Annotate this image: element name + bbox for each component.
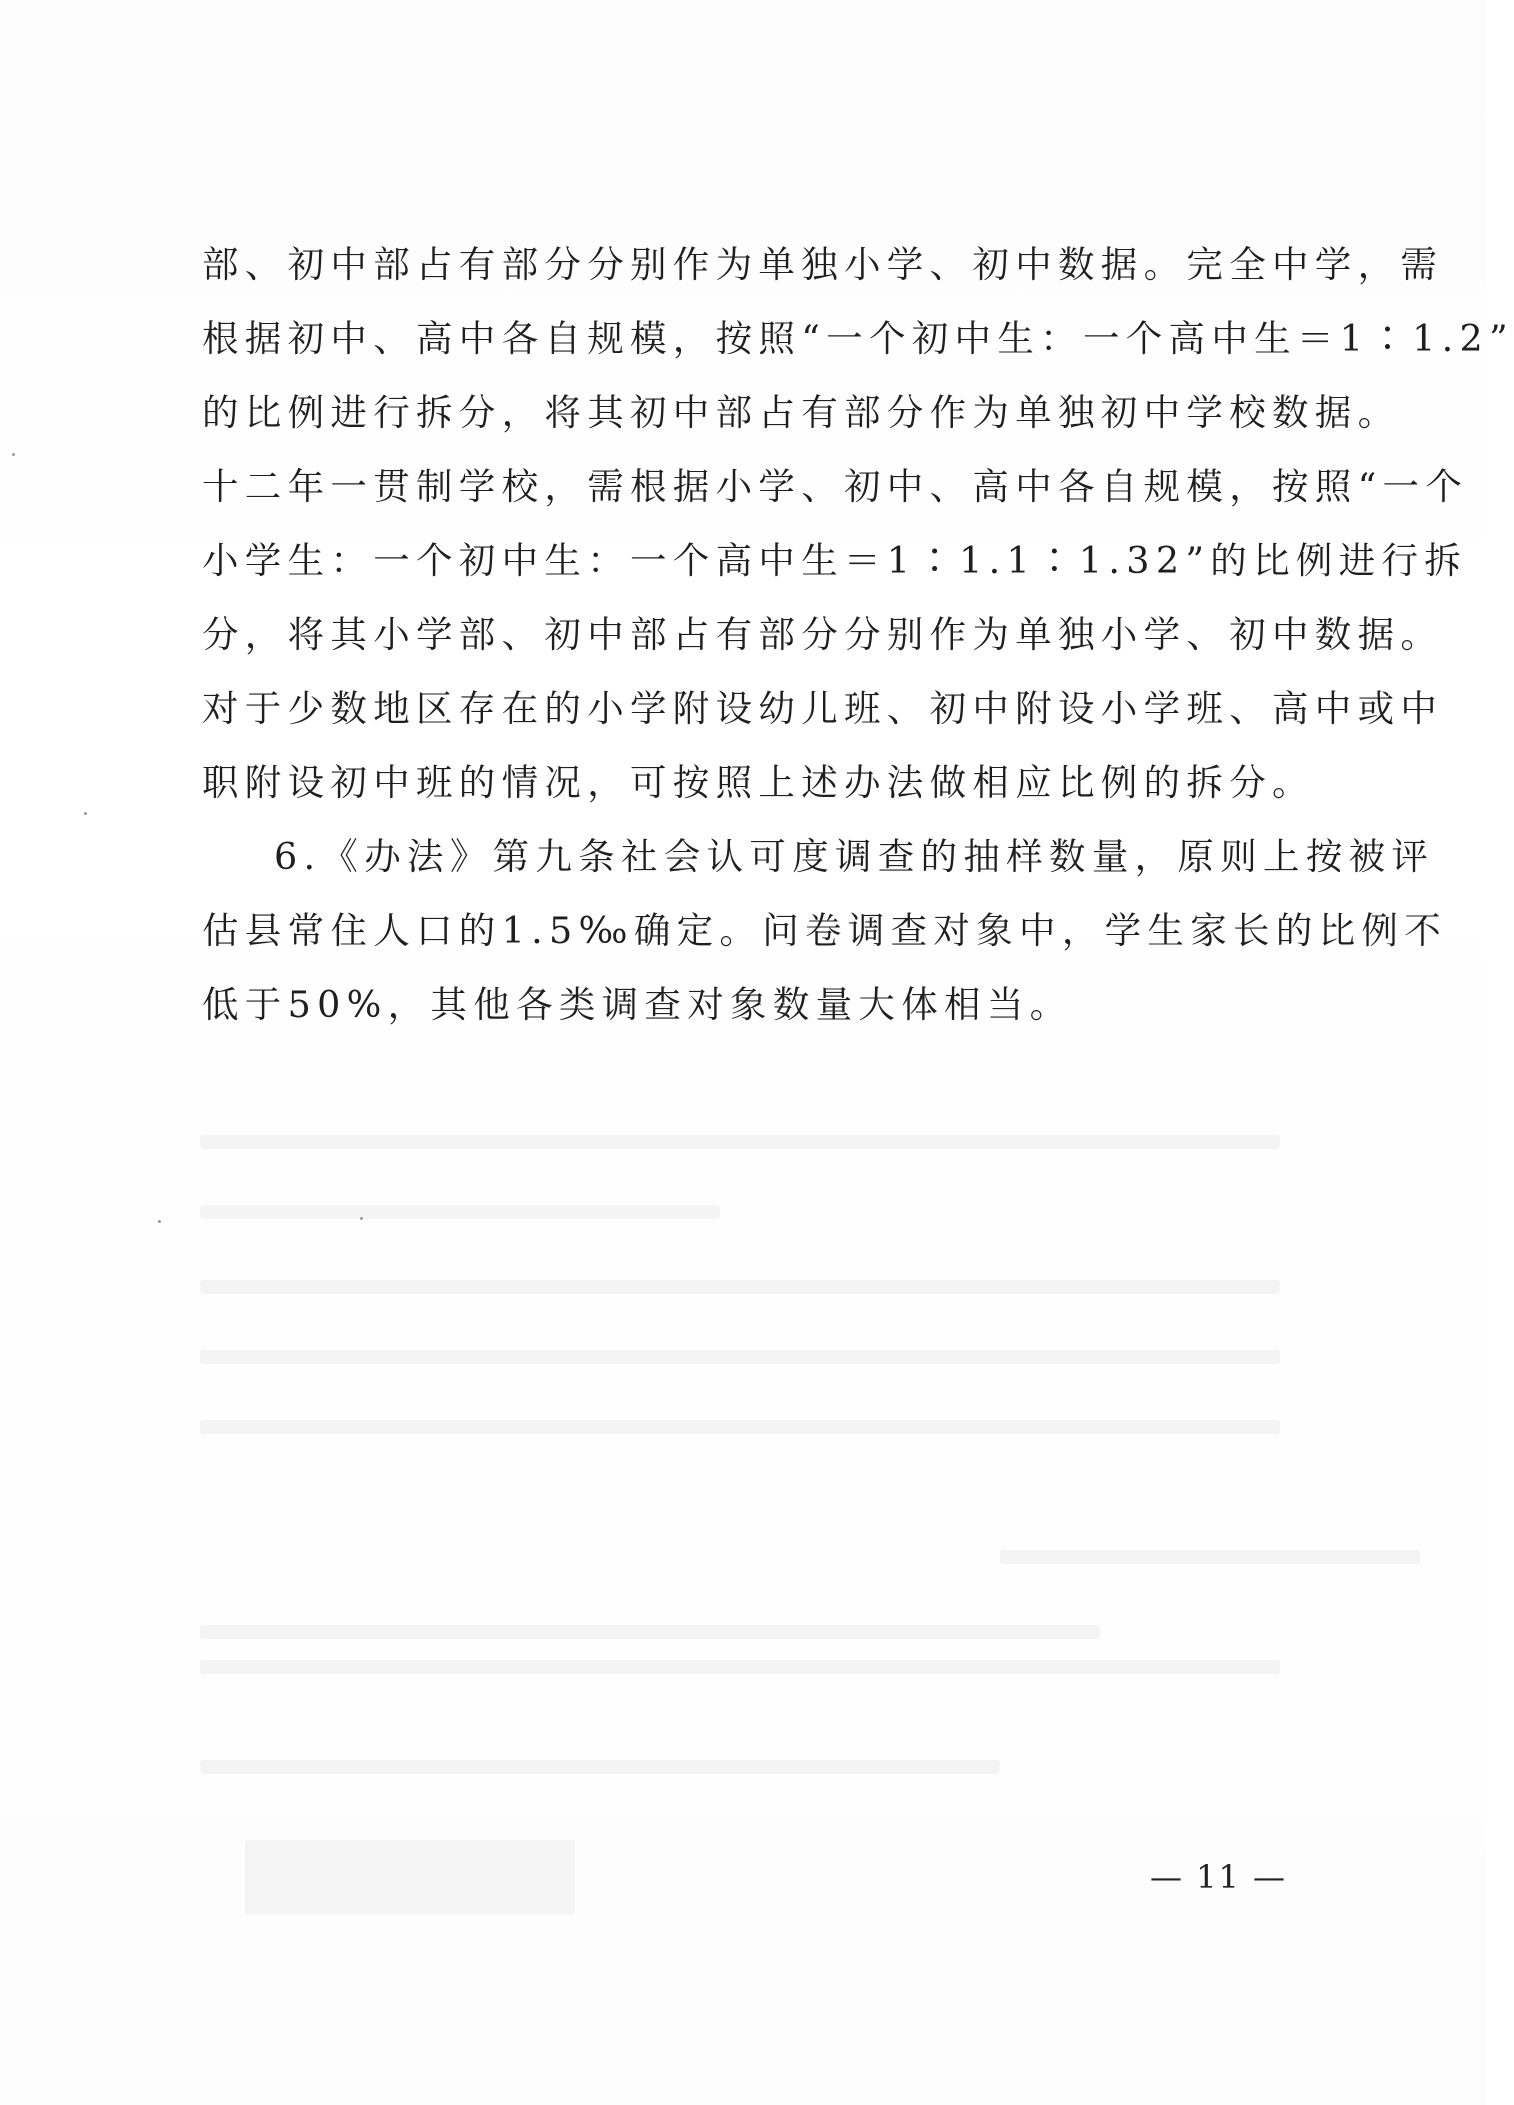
paragraph-line: 根据初中、高中各自规模，按照“一个初中生：一个高中生＝1∶1.2” — [202, 317, 1514, 360]
paragraph-line: 对于少数地区存在的小学附设幼儿班、初中附设小学班、高中或中 — [202, 687, 1444, 730]
show-through-mark — [200, 1760, 1000, 1774]
paragraph-line: 低于50%，其他各类调查对象数量大体相当。 — [202, 983, 1073, 1026]
scan-speck — [84, 812, 87, 815]
show-through-mark — [200, 1420, 1280, 1434]
page-number: — 11 — — [1149, 1858, 1287, 1896]
show-through-mark — [1000, 1550, 1420, 1564]
paragraph-line: 部、初中部占有部分分别作为单独小学、初中数据。完全中学，需 — [202, 243, 1444, 286]
paragraph-line: 6.《办法》第九条社会认可度调查的抽样数量，原则上按被评 — [274, 835, 1435, 878]
show-through-mark — [245, 1840, 575, 1915]
scan-speck — [360, 1217, 363, 1220]
paragraph-line: 分，将其小学部、初中部占有部分分别作为单独小学、初中数据。 — [202, 613, 1444, 656]
scan-speck — [158, 1220, 161, 1223]
show-through-mark — [200, 1625, 1100, 1639]
paragraph-line: 十二年一贯制学校，需根据小学、初中、高中各自规模，按照“一个 — [202, 465, 1469, 508]
paragraph-line: 职附设初中班的情况，可按照上述办法做相应比例的拆分。 — [202, 761, 1315, 804]
show-through-mark — [200, 1660, 1280, 1674]
show-through-mark — [200, 1205, 720, 1219]
show-through-mark — [200, 1280, 1280, 1294]
show-through-mark — [200, 1135, 1280, 1149]
paragraph-line: 小学生：一个初中生：一个高中生＝1∶1.1∶1.32”的比例进行拆 — [202, 539, 1468, 582]
body-text — [202, 228, 1514, 1042]
show-through-mark — [200, 1350, 1280, 1364]
paragraph-line: 估县常住人口的1.5‰确定。问卷调查对象中，学生家长的比例不 — [202, 909, 1448, 952]
scan-speck — [12, 453, 15, 456]
paragraph-line: 的比例进行拆分，将其初中部占有部分作为单独初中学校数据。 — [202, 391, 1401, 434]
